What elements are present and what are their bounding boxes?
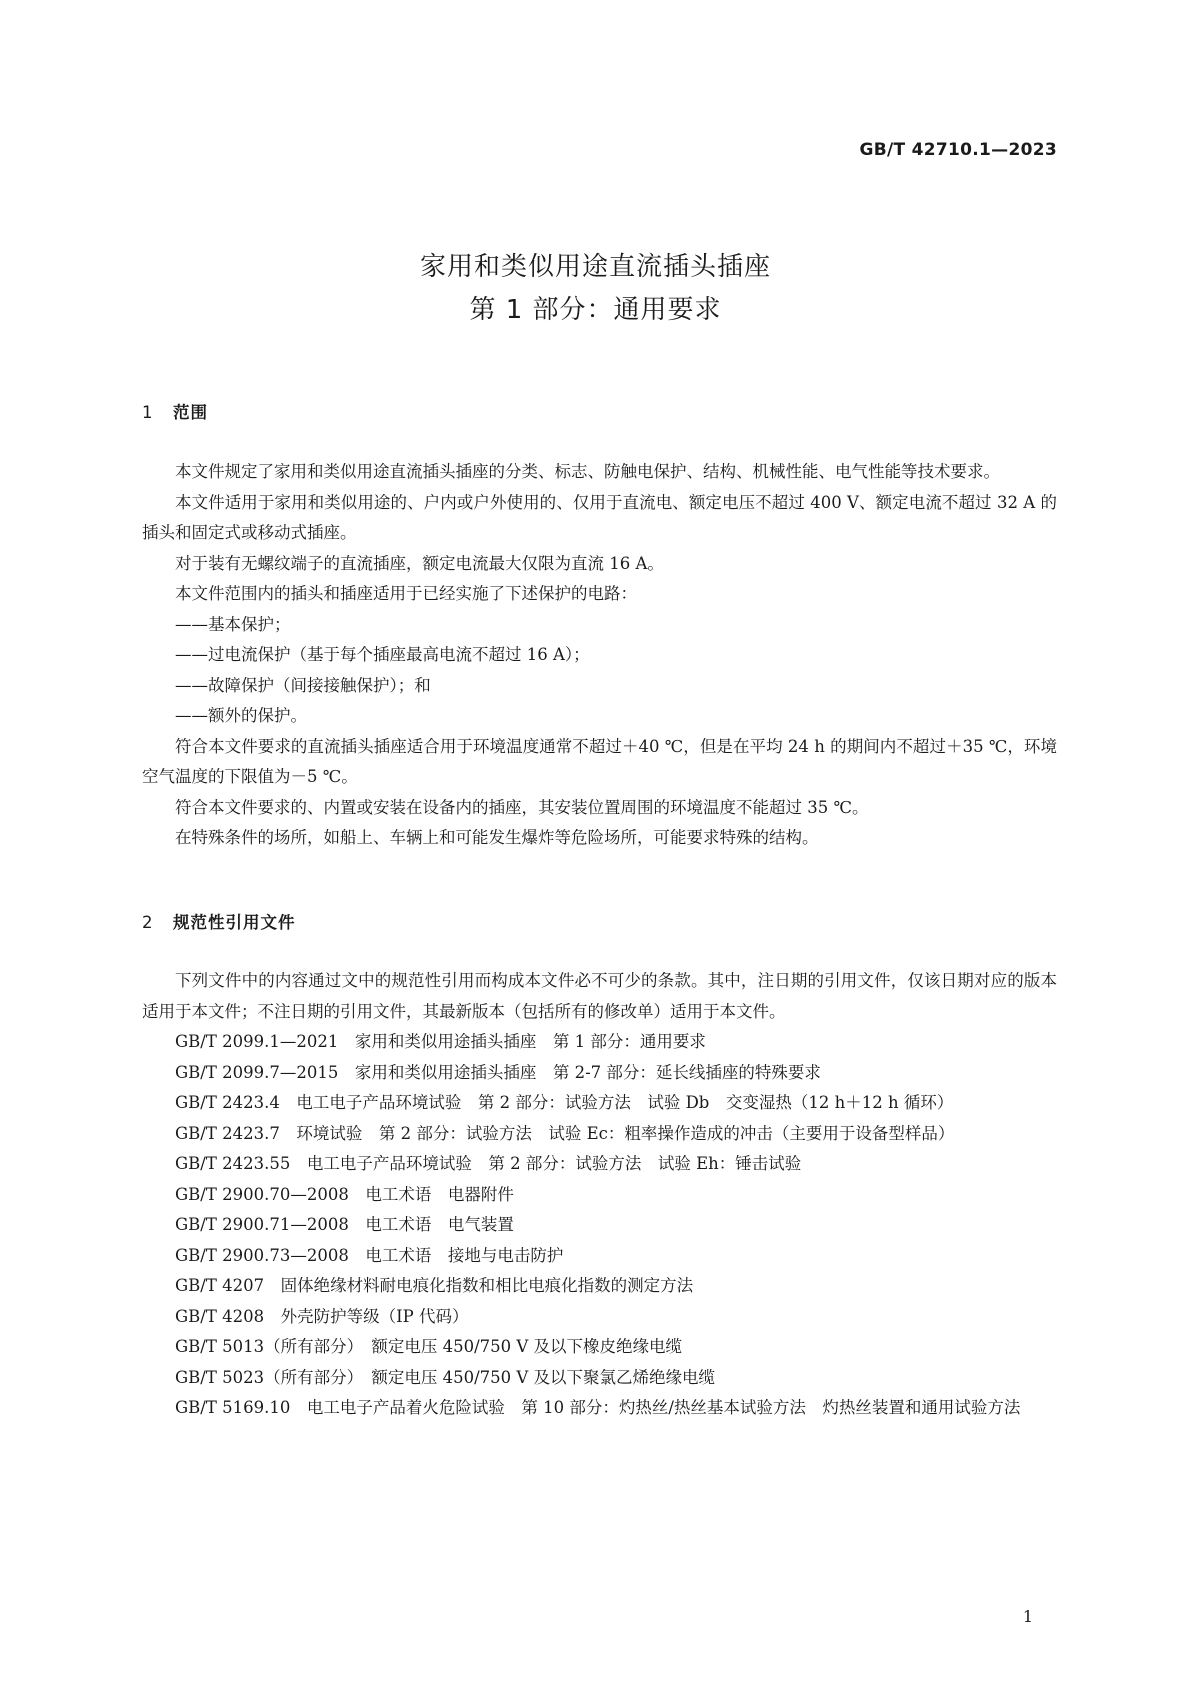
section-number: 1 bbox=[142, 403, 154, 422]
paragraph: 下列文件中的内容通过文中的规范性引用而构成本文件必不可少的条款。其中，注日期的引用文件，仅该日期对应的版本适用于本文件；不注日期的引用文件，其最新版本（包括所有的修改单）适用于本文件。 bbox=[142, 971, 1057, 1021]
section-heading-normative-references bbox=[142, 909, 296, 933]
paragraph: 本文件适用于家用和类似用途的、户内或户外使用的、仅用于直流电、额定电压不超过 400 V、额定电流不超过 32 A 的插头和固定式或移动式插座。 bbox=[142, 492, 1057, 542]
reference-item: GB/T 2099.1—2021 家用和类似用途插头插座 第 1 部分：通用要求 bbox=[175, 1032, 706, 1051]
reference-item: GB/T 2900.73—2008 电工术语 接地与电击防护 bbox=[175, 1245, 564, 1265]
section-heading-scope bbox=[142, 399, 208, 423]
paragraph: 符合本文件要求的直流插头插座适合用于环境温度通常不超过＋40 ℃，但是在平均 24 h 的期间内不超过＋35 ℃，环境空气温度的下限值为－5 ℃。 bbox=[142, 736, 1057, 786]
section-title: 规范性引用文件 bbox=[173, 913, 296, 932]
standard-code: GB/T 42710.1—2023 bbox=[859, 140, 1057, 160]
references-body bbox=[142, 966, 1057, 1424]
scope-body bbox=[142, 457, 1057, 854]
reference-item: GB/T 2423.4 电工电子产品环境试验 第 2 部分：试验方法 试验 Db 交变湿热（12 h＋12 h 循环） bbox=[175, 1093, 954, 1112]
reference-item: GB/T 2423.55 电工电子产品环境试验 第 2 部分：试验方法 试验 Eh：锤击试验 bbox=[175, 1154, 802, 1173]
paragraph: 本文件规定了家用和类似用途直流插头插座的分类、标志、防触电保护、结构、机械性能、电气性能等技术要求。 bbox=[175, 462, 1000, 481]
reference-item: GB/T 5023（所有部分） 额定电压 450/750 V 及以下聚氯乙烯绝缘电缆 bbox=[175, 1367, 716, 1387]
section-number: 2 bbox=[142, 913, 154, 932]
reference-item: GB/T 5169.10 电工电子产品着火危险试验 第 10 部分：灼热丝/热丝基本试验方法 灼热丝装置和通用试验方法 bbox=[175, 1398, 1021, 1417]
list-item: ——过电流保护（基于每个插座最高电流不超过 16 A）； bbox=[175, 645, 590, 664]
reference-item: GB/T 4207 固体绝缘材料耐电痕化指数和相比电痕化指数的测定方法 bbox=[175, 1276, 694, 1295]
paragraph: 对于装有无螺纹端子的直流插座，额定电流最大仅限为直流 16 A。 bbox=[175, 553, 664, 573]
reference-item: GB/T 2099.7—2015 家用和类似用途插头插座 第 2-7 部分：延长线插座的特殊要求 bbox=[175, 1062, 821, 1082]
paragraph: 符合本文件要求的、内置或安装在设备内的插座，其安装位置周围的环境温度不能超过 35 ℃。 bbox=[175, 797, 869, 817]
list-item: ——额外的保护。 bbox=[175, 706, 307, 725]
list-item: ——故障保护（间接接触保护）；和 bbox=[175, 675, 431, 695]
list-item: ——基本保护； bbox=[175, 614, 291, 634]
reference-item: GB/T 2423.7 环境试验 第 2 部分：试验方法 试验 Ec：粗率操作造成的冲击（主要用于设备型样品） bbox=[175, 1123, 955, 1143]
reference-item: GB/T 5013（所有部分） 额定电压 450/750 V 及以下橡皮绝缘电缆 bbox=[175, 1337, 683, 1356]
document-title-line1: 家用和类似用途直流插头插座 bbox=[419, 252, 771, 282]
reference-item: GB/T 4208 外壳防护等级（IP 代码） bbox=[175, 1306, 469, 1326]
section-title: 范围 bbox=[173, 403, 208, 422]
page-number: 1 bbox=[1022, 1607, 1033, 1626]
paragraph: 在特殊条件的场所，如船上、车辆上和可能发生爆炸等危险场所，可能要求特殊的结构。 bbox=[175, 828, 819, 847]
reference-item: GB/T 2900.71—2008 电工术语 电气装置 bbox=[175, 1215, 514, 1234]
paragraph: 本文件范围内的插头和插座适用于已经实施了下述保护的电路： bbox=[175, 584, 637, 603]
document-title-line2: 第 1 部分：通用要求 bbox=[469, 295, 722, 325]
reference-item: GB/T 2900.70—2008 电工术语 电器附件 bbox=[175, 1184, 514, 1204]
